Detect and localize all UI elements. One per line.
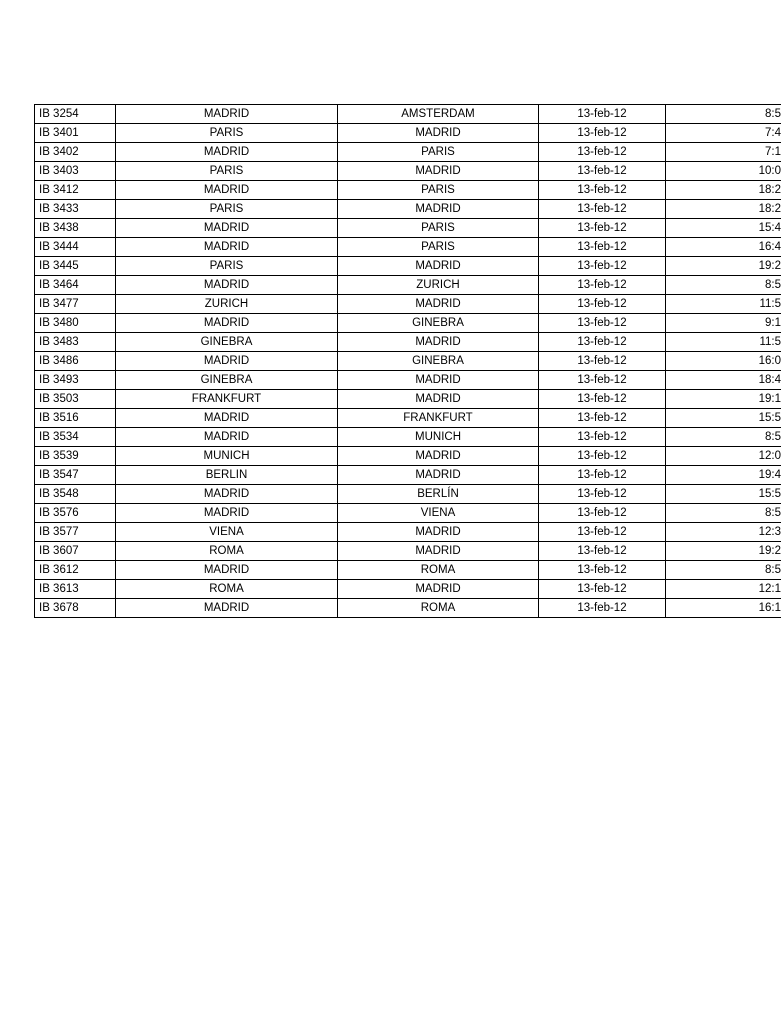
- flight-number-cell: IB 3516: [35, 409, 116, 428]
- flight-number-cell: IB 3607: [35, 542, 116, 561]
- time-cell: 16:1: [666, 599, 781, 618]
- flight-number-cell: IB 3483: [35, 333, 116, 352]
- destination-cell: AMSTERDAM: [338, 105, 539, 124]
- date-cell: 13-feb-12: [539, 599, 666, 618]
- origin-cell: GINEBRA: [116, 333, 338, 352]
- date-cell: 13-feb-12: [539, 295, 666, 314]
- flight-number-cell: IB 3547: [35, 466, 116, 485]
- flight-number-cell: IB 3612: [35, 561, 116, 580]
- date-cell: 13-feb-12: [539, 238, 666, 257]
- destination-cell: MADRID: [338, 542, 539, 561]
- origin-cell: ROMA: [116, 580, 338, 599]
- flight-number-cell: IB 3577: [35, 523, 116, 542]
- time-cell: 10:0: [666, 162, 781, 181]
- table-row: [35, 105, 781, 124]
- table-row: [35, 599, 781, 618]
- destination-cell: ROMA: [338, 599, 539, 618]
- table-row: [35, 181, 781, 200]
- date-cell: 13-feb-12: [539, 219, 666, 238]
- flight-number-cell: IB 3403: [35, 162, 116, 181]
- time-cell: 18:2: [666, 181, 781, 200]
- time-cell: 11:5: [666, 333, 781, 352]
- flight-number-cell: IB 3464: [35, 276, 116, 295]
- origin-cell: ZURICH: [116, 295, 338, 314]
- destination-cell: MADRID: [338, 466, 539, 485]
- origin-cell: MADRID: [116, 561, 338, 580]
- time-cell: 8:5: [666, 504, 781, 523]
- origin-cell: PARIS: [116, 162, 338, 181]
- table-row: [35, 390, 781, 409]
- date-cell: 13-feb-12: [539, 162, 666, 181]
- time-cell: 18:2: [666, 200, 781, 219]
- date-cell: 13-feb-12: [539, 314, 666, 333]
- origin-cell: MADRID: [116, 599, 338, 618]
- time-cell: 15:4: [666, 219, 781, 238]
- table-row: [35, 371, 781, 390]
- destination-cell: MUNICH: [338, 428, 539, 447]
- origin-cell: MADRID: [116, 238, 338, 257]
- flight-number-cell: IB 3539: [35, 447, 116, 466]
- destination-cell: MADRID: [338, 580, 539, 599]
- origin-cell: MADRID: [116, 181, 338, 200]
- time-cell: 8:5: [666, 428, 781, 447]
- flight-number-cell: IB 3444: [35, 238, 116, 257]
- table-row: [35, 333, 781, 352]
- table-row: [35, 257, 781, 276]
- time-cell: 16:4: [666, 238, 781, 257]
- table-row: [35, 276, 781, 295]
- flight-number-cell: IB 3576: [35, 504, 116, 523]
- origin-cell: PARIS: [116, 257, 338, 276]
- time-cell: 7:1: [666, 143, 781, 162]
- time-cell: 16:0: [666, 352, 781, 371]
- date-cell: 13-feb-12: [539, 523, 666, 542]
- date-cell: 13-feb-12: [539, 542, 666, 561]
- time-cell: 7:4: [666, 124, 781, 143]
- destination-cell: MADRID: [338, 333, 539, 352]
- destination-cell: FRANKFURT: [338, 409, 539, 428]
- date-cell: 13-feb-12: [539, 276, 666, 295]
- origin-cell: MUNICH: [116, 447, 338, 466]
- destination-cell: MADRID: [338, 257, 539, 276]
- origin-cell: PARIS: [116, 124, 338, 143]
- date-cell: 13-feb-12: [539, 447, 666, 466]
- date-cell: 13-feb-12: [539, 466, 666, 485]
- flight-number-cell: IB 3445: [35, 257, 116, 276]
- table-row: [35, 485, 781, 504]
- destination-cell: PARIS: [338, 238, 539, 257]
- table-row: [35, 542, 781, 561]
- flight-number-cell: IB 3433: [35, 200, 116, 219]
- date-cell: 13-feb-12: [539, 143, 666, 162]
- date-cell: 13-feb-12: [539, 390, 666, 409]
- flight-number-cell: IB 3486: [35, 352, 116, 371]
- date-cell: 13-feb-12: [539, 200, 666, 219]
- destination-cell: MADRID: [338, 390, 539, 409]
- table-row: [35, 352, 781, 371]
- table-row: [35, 428, 781, 447]
- date-cell: 13-feb-12: [539, 181, 666, 200]
- date-cell: 13-feb-12: [539, 371, 666, 390]
- table-row: [35, 219, 781, 238]
- flight-number-cell: IB 3401: [35, 124, 116, 143]
- table-row: [35, 295, 781, 314]
- flight-number-cell: IB 3477: [35, 295, 116, 314]
- destination-cell: MADRID: [338, 447, 539, 466]
- table-row: [35, 124, 781, 143]
- origin-cell: MADRID: [116, 504, 338, 523]
- destination-cell: ROMA: [338, 561, 539, 580]
- time-cell: 12:1: [666, 580, 781, 599]
- time-cell: 15:5: [666, 485, 781, 504]
- destination-cell: VIENA: [338, 504, 539, 523]
- table-row: [35, 162, 781, 181]
- date-cell: 13-feb-12: [539, 485, 666, 504]
- destination-cell: PARIS: [338, 181, 539, 200]
- flight-number-cell: IB 3412: [35, 181, 116, 200]
- origin-cell: MADRID: [116, 485, 338, 504]
- time-cell: 19:4: [666, 466, 781, 485]
- destination-cell: BERLÍN: [338, 485, 539, 504]
- time-cell: 8:5: [666, 276, 781, 295]
- date-cell: 13-feb-12: [539, 580, 666, 599]
- origin-cell: MADRID: [116, 105, 338, 124]
- flight-number-cell: IB 3254: [35, 105, 116, 124]
- flight-number-cell: IB 3548: [35, 485, 116, 504]
- time-cell: 19:2: [666, 542, 781, 561]
- origin-cell: MADRID: [116, 276, 338, 295]
- origin-cell: BERLIN: [116, 466, 338, 485]
- destination-cell: GINEBRA: [338, 352, 539, 371]
- origin-cell: MADRID: [116, 352, 338, 371]
- flight-number-cell: IB 3613: [35, 580, 116, 599]
- origin-cell: ROMA: [116, 542, 338, 561]
- destination-cell: GINEBRA: [338, 314, 539, 333]
- table-row: [35, 466, 781, 485]
- time-cell: 11:5: [666, 295, 781, 314]
- table-row: [35, 447, 781, 466]
- table-row: [35, 504, 781, 523]
- time-cell: 19:2: [666, 257, 781, 276]
- table-row: [35, 143, 781, 162]
- destination-cell: ZURICH: [338, 276, 539, 295]
- time-cell: 12:0: [666, 447, 781, 466]
- date-cell: 13-feb-12: [539, 333, 666, 352]
- date-cell: 13-feb-12: [539, 257, 666, 276]
- origin-cell: MADRID: [116, 219, 338, 238]
- time-cell: 12:3: [666, 523, 781, 542]
- date-cell: 13-feb-12: [539, 105, 666, 124]
- time-cell: 8:5: [666, 561, 781, 580]
- time-cell: 9:1: [666, 314, 781, 333]
- flight-number-cell: IB 3402: [35, 143, 116, 162]
- origin-cell: MADRID: [116, 314, 338, 333]
- origin-cell: VIENA: [116, 523, 338, 542]
- origin-cell: MADRID: [116, 428, 338, 447]
- destination-cell: MADRID: [338, 124, 539, 143]
- flight-schedule-sheet: [34, 104, 781, 618]
- flight-number-cell: IB 3480: [35, 314, 116, 333]
- table-row: [35, 238, 781, 257]
- time-cell: 8:5: [666, 105, 781, 124]
- origin-cell: MADRID: [116, 409, 338, 428]
- flight-number-cell: IB 3493: [35, 371, 116, 390]
- origin-cell: FRANKFURT: [116, 390, 338, 409]
- date-cell: 13-feb-12: [539, 504, 666, 523]
- flight-number-cell: IB 3438: [35, 219, 116, 238]
- flight-number-cell: IB 3534: [35, 428, 116, 447]
- flight-number-cell: IB 3678: [35, 599, 116, 618]
- flight-number-cell: IB 3503: [35, 390, 116, 409]
- table-row: [35, 314, 781, 333]
- origin-cell: GINEBRA: [116, 371, 338, 390]
- destination-cell: MADRID: [338, 523, 539, 542]
- flight-table: [34, 104, 781, 618]
- origin-cell: PARIS: [116, 200, 338, 219]
- time-cell: 18:4: [666, 371, 781, 390]
- destination-cell: MADRID: [338, 295, 539, 314]
- date-cell: 13-feb-12: [539, 428, 666, 447]
- destination-cell: MADRID: [338, 200, 539, 219]
- destination-cell: MADRID: [338, 162, 539, 181]
- date-cell: 13-feb-12: [539, 561, 666, 580]
- time-cell: 19:1: [666, 390, 781, 409]
- date-cell: 13-feb-12: [539, 352, 666, 371]
- time-cell: 15:5: [666, 409, 781, 428]
- destination-cell: PARIS: [338, 143, 539, 162]
- table-row: [35, 580, 781, 599]
- destination-cell: PARIS: [338, 219, 539, 238]
- date-cell: 13-feb-12: [539, 124, 666, 143]
- date-cell: 13-feb-12: [539, 409, 666, 428]
- destination-cell: MADRID: [338, 371, 539, 390]
- table-row: [35, 200, 781, 219]
- origin-cell: MADRID: [116, 143, 338, 162]
- table-row: [35, 523, 781, 542]
- flight-table-body: [35, 105, 781, 618]
- table-row: [35, 409, 781, 428]
- table-row: [35, 561, 781, 580]
